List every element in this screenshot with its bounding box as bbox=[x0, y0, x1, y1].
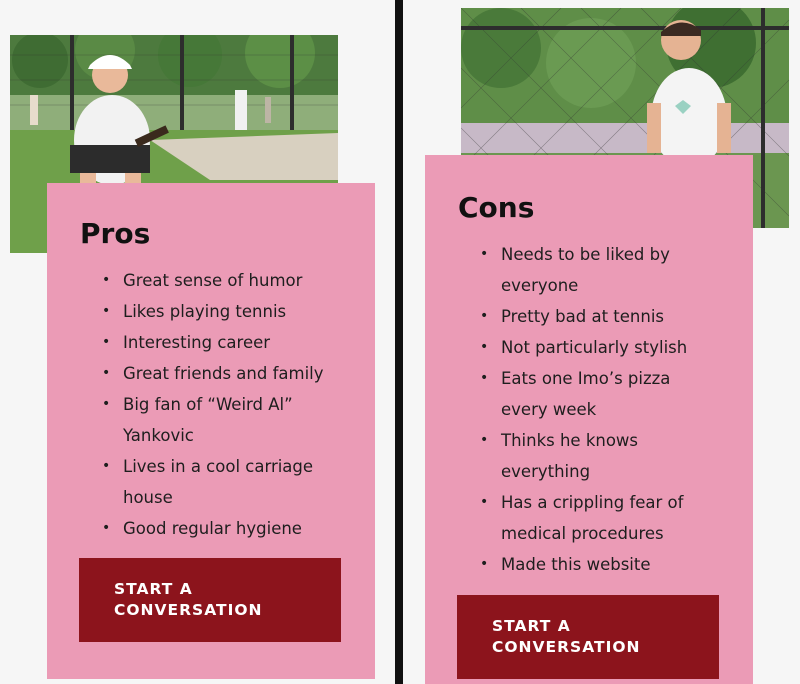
cons-title: Cons bbox=[458, 191, 535, 224]
list-item: • Good regular hygiene bbox=[101, 513, 371, 544]
list-item: • Has a crippling fear of medical procedures bbox=[479, 487, 749, 549]
pros-panel bbox=[0, 0, 395, 684]
pros-list bbox=[101, 265, 371, 544]
pros-title: Pros bbox=[80, 217, 151, 250]
cons-card bbox=[425, 155, 753, 684]
list-item: • Pretty bad at tennis bbox=[479, 301, 749, 332]
list-item: • Interesting career bbox=[101, 327, 371, 358]
cons-panel bbox=[403, 0, 800, 684]
start-conversation-button[interactable]: START A CONVERSATION bbox=[79, 558, 341, 642]
start-conversation-button[interactable]: START A CONVERSATION bbox=[457, 595, 719, 679]
list-item: • Great friends and family bbox=[101, 358, 371, 389]
list-item: • Not particularly stylish bbox=[479, 332, 749, 363]
cons-list bbox=[479, 239, 749, 580]
list-item: • Lives in a cool carriage house bbox=[101, 451, 371, 513]
list-item: • Big fan of “Weird Al” Yankovic bbox=[101, 389, 371, 451]
list-item: • Eats one Imo’s pizza every week bbox=[479, 363, 749, 425]
pros-card bbox=[47, 183, 375, 679]
list-item: • Made this website bbox=[479, 549, 749, 580]
list-item: • Likes playing tennis bbox=[101, 296, 371, 327]
list-item: • Needs to be liked by everyone bbox=[479, 239, 749, 301]
panel-divider bbox=[395, 0, 403, 684]
list-item: • Thinks he knows everything bbox=[479, 425, 749, 487]
list-item: • Great sense of humor bbox=[101, 265, 371, 296]
